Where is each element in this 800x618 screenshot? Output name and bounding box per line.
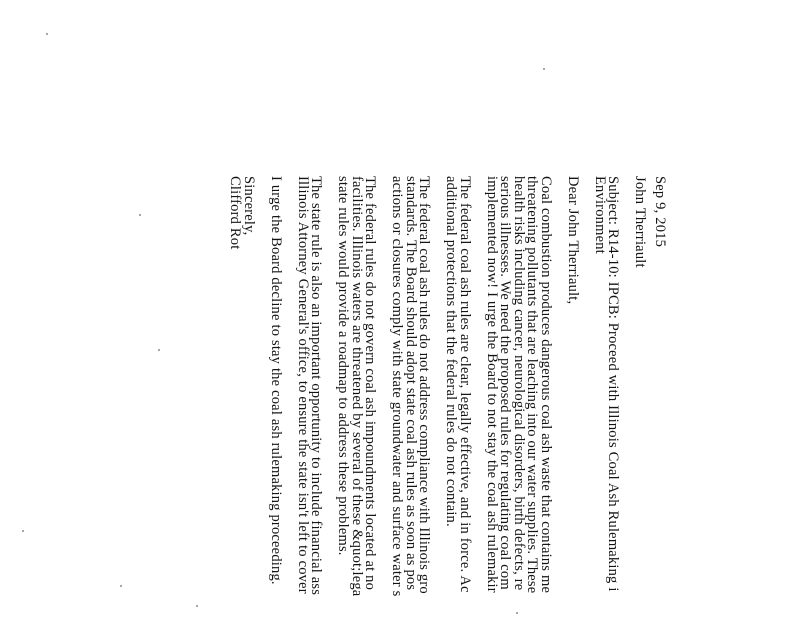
letter-recipient: John Therriault (632, 176, 649, 268)
scan-speck (139, 214, 141, 216)
letter-subject-line: Environment (592, 176, 608, 254)
paragraph-line: additional protections that the federal rules do not contain. (443, 176, 460, 527)
paragraph-line: health risks including cancer, neurological disorders, birth defects, re (511, 176, 527, 591)
paragraph-line: standards. The Board should adopt state coal ash rules as soon as pos (403, 176, 419, 591)
paragraph-line: Illinois Attorney General's office, to ensure the state isn't left to cover (295, 176, 311, 594)
paragraph-line: The federal coal ash rules do not address compliance with Illinois gro (416, 176, 433, 594)
paragraph-line: The federal coal ash rules are clear, legally effective, and in force. Ac (457, 176, 473, 593)
scan-speck (543, 68, 545, 70)
paragraph-line: threatening pollutants that are leaching into our water supplies. These (524, 176, 541, 594)
paragraph-line: actions or closures comply with state groundwater and surface water s (389, 176, 406, 597)
paragraph-line: I urge the Board decline to stay the coal ash rulemaking proceeding. (268, 176, 284, 585)
letter-subject-line: Subject: R14-10: IPCB: Proceed with Illinois Coal Ash Rulemaking i (605, 176, 622, 592)
paragraph-line: The state rule is also an important opportunity to include financial ass (308, 176, 325, 596)
paragraph-line: serious illnesses. We need the proposed rules for regulating coal com (497, 176, 514, 590)
scan-speck (46, 33, 48, 35)
letter-closing: Sincerely, (241, 176, 257, 236)
paragraph-line: Coal combustion produces dangerous coal ash waste that contains me (538, 176, 554, 594)
paragraph-line: state rules would provide a roadmap to address these problems. (335, 176, 352, 556)
scan-speck (158, 349, 160, 351)
letter-signature: Clifford Rot (227, 176, 244, 250)
scan-speck (22, 530, 24, 532)
scan-speck (196, 605, 198, 607)
scan-speck (120, 585, 122, 587)
paragraph-line: facilities. Illinois waters are threatened by several of these &quot;lega (349, 176, 365, 597)
paragraph-line: The federal rules do not govern coal ash impoundments located at no (362, 176, 379, 591)
letter-salutation: Dear John Therriault, (565, 176, 581, 305)
letter-body (228, 176, 666, 618)
paragraph-line: implemented now! I urge the Board to not stay the coal ash rulemakir (484, 176, 500, 593)
letter-date: Sep 9, 2015 (652, 176, 668, 248)
